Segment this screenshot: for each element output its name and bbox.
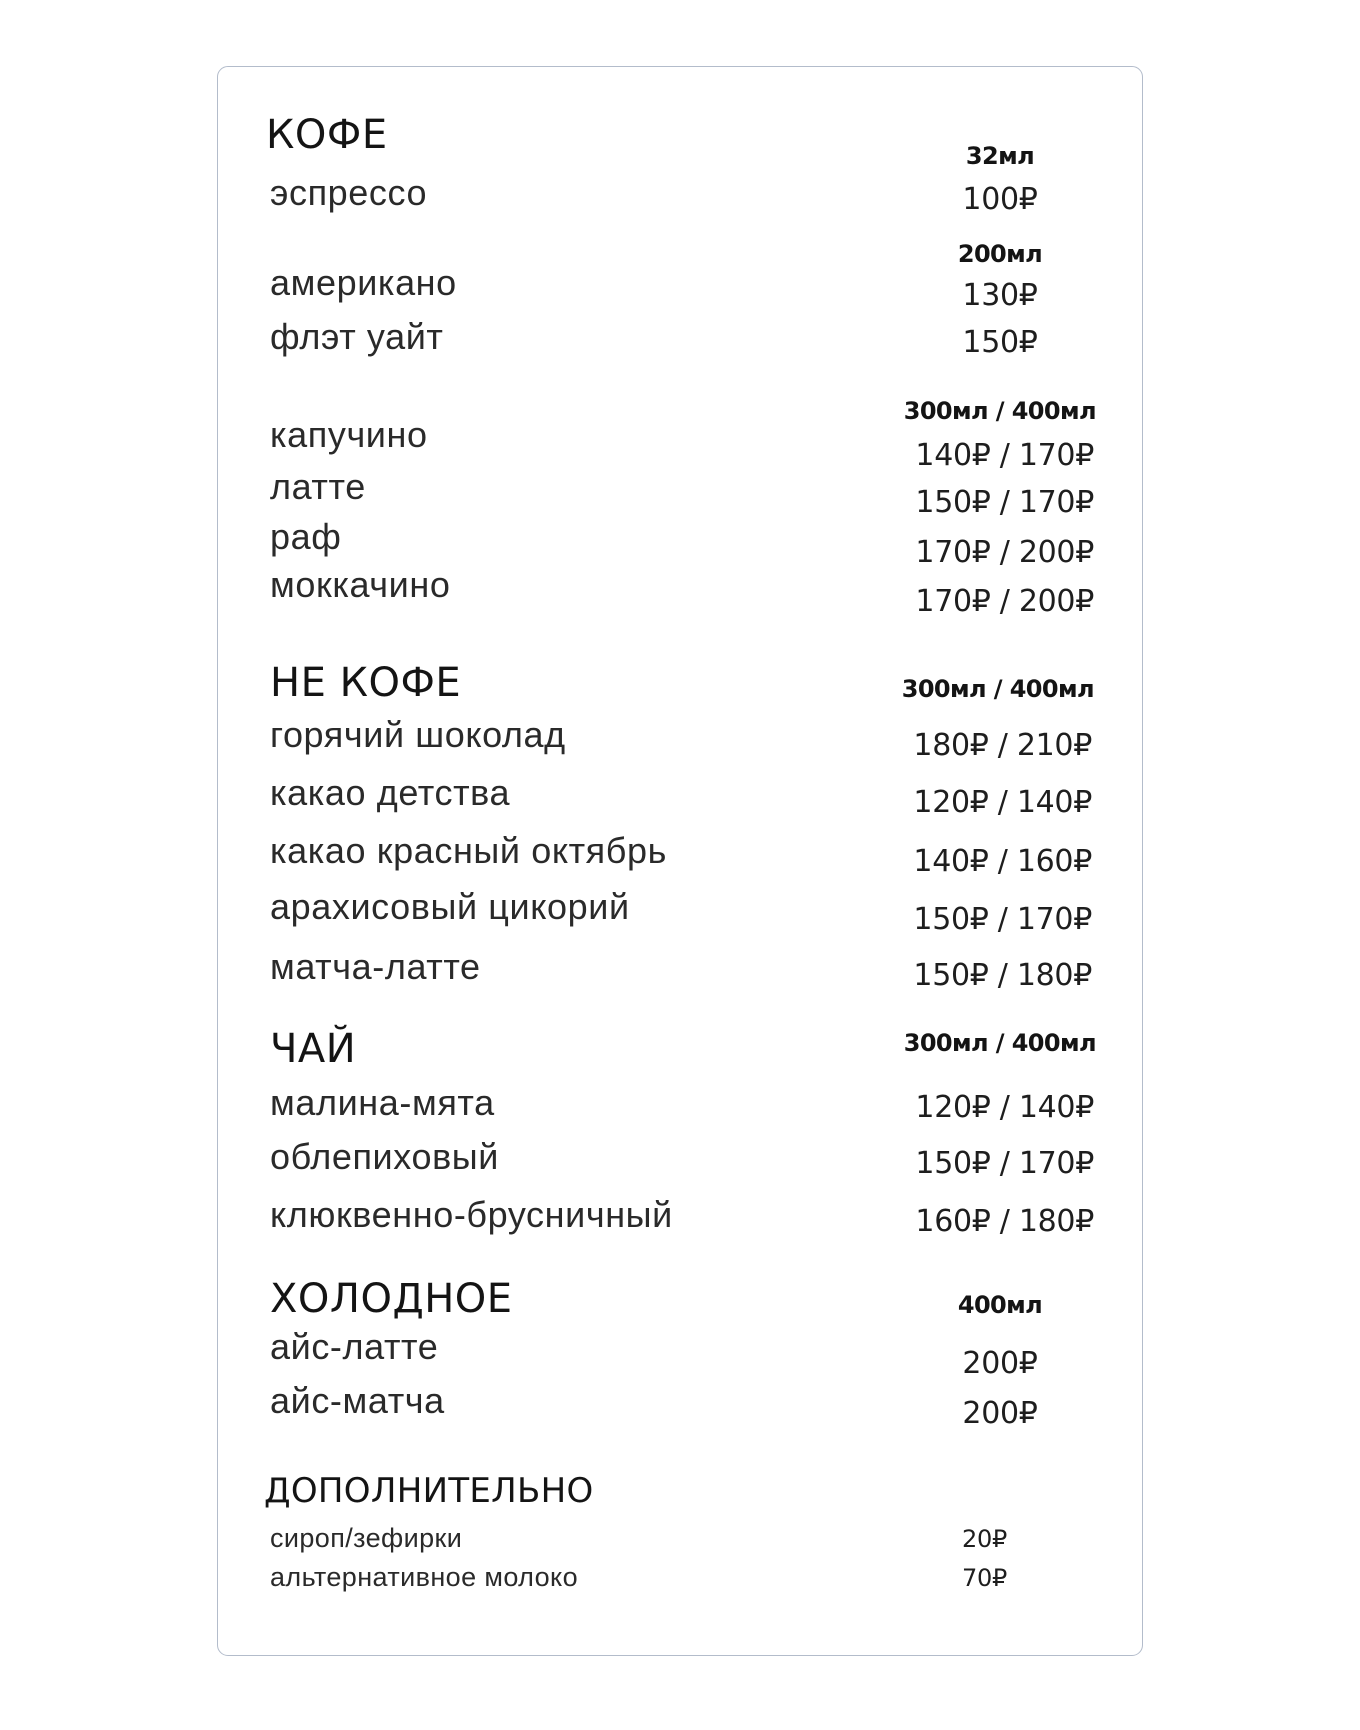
menu-card	[217, 66, 1143, 1656]
price-alternative-milk: 70₽	[962, 1564, 1007, 1592]
menu-item-peanut-chicory: арахисовый цикорий	[270, 886, 630, 927]
section-title-extras: ДОПОЛНИТЕЛЬНО	[264, 1471, 594, 1511]
price-mochaccino: 170₽ / 200₽	[915, 584, 1094, 619]
price-iced-latte: 200₽	[962, 1346, 1038, 1381]
menu-item-syrup-marshmallows: сироп/зефирки	[270, 1523, 463, 1553]
price-cranberry-lingonberry: 160₽ / 180₽	[915, 1204, 1094, 1239]
section-title-coffee: КОФЕ	[266, 112, 388, 158]
size-label-200ml: 200мл	[957, 240, 1043, 268]
menu-item-iced-matcha: айс-матча	[270, 1380, 445, 1421]
menu-item-sea-buckthorn: облепиховый	[270, 1136, 499, 1177]
menu-item-raspberry-mint: малина-мята	[270, 1082, 495, 1123]
size-label-300-400ml: 300мл / 400мл	[903, 397, 1096, 425]
price-americano: 130₽	[962, 278, 1038, 313]
menu-item-cranberry-lingonberry: клюквенно-брусничный	[270, 1194, 673, 1235]
menu-item-americano: американо	[270, 262, 457, 303]
size-label-not-coffee: 300мл / 400мл	[901, 675, 1094, 703]
price-raf: 170₽ / 200₽	[915, 535, 1094, 570]
price-raspberry-mint: 120₽ / 140₽	[915, 1090, 1094, 1125]
price-espresso: 100₽	[962, 182, 1038, 217]
price-cocoa-childhood: 120₽ / 140₽	[913, 785, 1092, 820]
size-label-32ml: 32мл	[965, 142, 1035, 170]
price-hot-chocolate: 180₽ / 210₽	[913, 728, 1092, 763]
section-title-tea: ЧАЙ	[270, 1026, 357, 1072]
size-label-400ml: 400мл	[957, 1291, 1043, 1319]
menu-item-latte: латте	[270, 466, 366, 507]
size-label-tea: 300мл / 400мл	[903, 1029, 1096, 1057]
menu-item-cappuccino: капучино	[270, 414, 428, 455]
price-sea-buckthorn: 150₽ / 170₽	[915, 1146, 1094, 1181]
menu-item-matcha-latte: матча-латте	[270, 946, 481, 987]
menu-item-iced-latte: айс-латте	[270, 1326, 439, 1367]
price-peanut-chicory: 150₽ / 170₽	[913, 902, 1092, 937]
menu-item-mochaccino: моккачино	[270, 564, 451, 605]
menu-item-hot-chocolate: горячий шоколад	[270, 714, 566, 755]
menu-item-flat-white: флэт уайт	[270, 316, 444, 357]
menu-item-cocoa-childhood: какао детства	[270, 772, 511, 813]
menu-item-cocoa-red-october: какао красный октябрь	[270, 830, 667, 871]
menu-item-alternative-milk: альтернативное молоко	[270, 1562, 578, 1592]
section-title-not-coffee: НЕ КОФЕ	[270, 660, 462, 706]
section-title-cold: ХОЛОДНОЕ	[270, 1276, 513, 1322]
price-cocoa-red-october: 140₽ / 160₽	[913, 844, 1092, 879]
menu-item-espresso: эспрессо	[270, 172, 428, 213]
menu-item-raf: раф	[270, 516, 342, 557]
price-matcha-latte: 150₽ / 180₽	[913, 958, 1092, 993]
price-syrup-marshmallows: 20₽	[962, 1525, 1007, 1553]
price-iced-matcha: 200₽	[962, 1396, 1038, 1431]
price-flat-white: 150₽	[962, 325, 1038, 360]
price-cappuccino: 140₽ / 170₽	[915, 438, 1094, 473]
price-latte: 150₽ / 170₽	[915, 485, 1094, 520]
